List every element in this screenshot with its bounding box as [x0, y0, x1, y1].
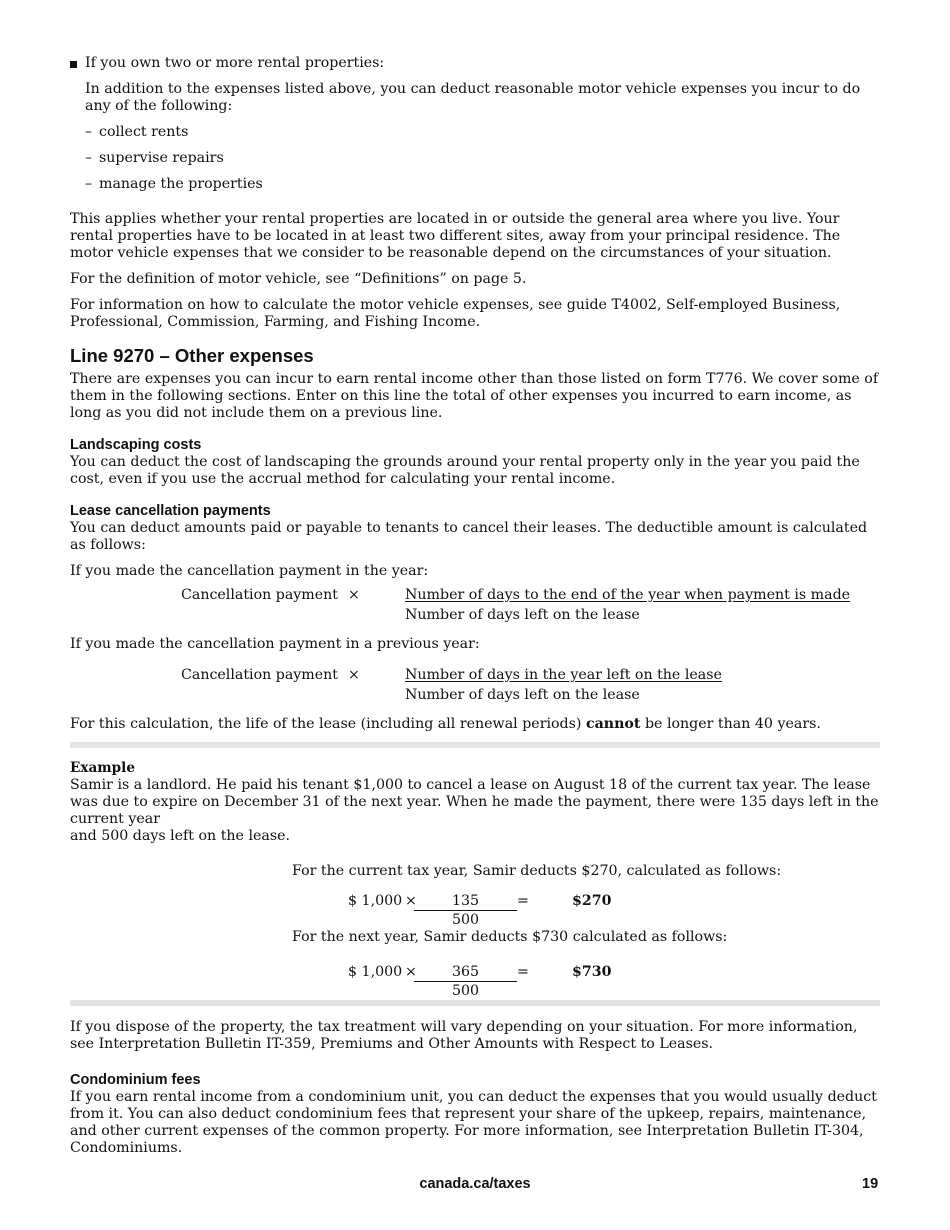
example-label: Example — [70, 760, 135, 776]
lease-paragraph: You can deduct amounts paid or payable to tenants to cancel their leases. The deductible amount is calculated as follows: — [70, 520, 868, 553]
calc-amount: $ 1,000 — [348, 964, 403, 980]
times-sign: × — [405, 893, 417, 909]
example-paragraph: Samir is a landlord. He paid his tenant $1,000 to cancel a lease on August 18 of the current tax year. The lease was due to expire on December 31 of the next year. When he made the payment, there were 135 days left in the current year — [70, 777, 879, 827]
line-9270-paragraph: There are expenses you can incur to earn rental income other than those listed on form T776. We cover some of them in the following sections. Enter on this line the total of other expenses you incurred to earn income, as long as you did not include them on a previous line. — [70, 371, 879, 421]
formula-numerator: Number of days in the year left on the lease — [405, 667, 722, 683]
square-bullet-icon — [70, 61, 77, 68]
formula-label: Cancellation payment — [181, 587, 338, 603]
calc-current-year — [70, 893, 880, 929]
example-next-intro: For the next year, Samir deducts $730 calculated as follows: — [292, 929, 728, 945]
example-paragraph-end: and 500 days left on the lease. — [70, 828, 291, 844]
bullet-intro: In addition to the expenses listed above, you can deduct reasonable motor vehicle expenses you incur to do any of the following: — [85, 81, 861, 114]
dash-list-item: – manage the properties — [85, 176, 263, 192]
footer-url: canada.ca/taxes — [419, 1176, 531, 1192]
bullet-heading: If you own two or more rental properties: — [85, 55, 385, 71]
equals-sign: = — [517, 893, 529, 909]
times-sign: × — [348, 587, 360, 603]
bullet-item — [70, 55, 880, 72]
case1-intro: If you made the cancellation payment in the year: — [70, 563, 429, 579]
page-number: 19 — [862, 1176, 879, 1192]
formula-numerator: Number of days to the end of the year when payment is made — [405, 587, 851, 603]
calc-amount: $ 1,000 — [348, 893, 403, 909]
applies-paragraph: This applies whether your rental properties are located in or outside the general area where you live. Your rental properties have to be located in at least two different sites, away from your principal residence. The motor vehicle expenses that we consider to be reasonable depend on the circumstances of your situation. — [70, 211, 841, 261]
example-top-rule — [70, 742, 880, 748]
page-content — [70, 55, 880, 1157]
formula-current-year — [70, 587, 880, 625]
case2-intro: If you made the cancellation payment in a previous year: — [70, 636, 480, 652]
calc-numerator: 365 — [414, 964, 517, 982]
information-paragraph: For information on how to calculate the motor vehicle expenses, see guide T4002, Self-employed Business, Professional, Commission, Farming, and Fishing Income. — [70, 297, 841, 330]
formula-label: Cancellation payment — [181, 667, 338, 683]
times-sign: × — [405, 964, 417, 980]
times-sign: × — [348, 667, 360, 683]
equals-sign: = — [517, 964, 529, 980]
landscaping-heading: Landscaping costs — [70, 437, 202, 453]
lease-life-paragraph: For this calculation, the life of the lease (including all renewal periods) cannot be longer than 40 years. — [70, 716, 821, 732]
calc-denominator: 500 — [451, 983, 480, 999]
condominium-heading: Condominium fees — [70, 1072, 201, 1088]
calc-numerator: 135 — [414, 893, 517, 911]
calc-denominator: 500 — [451, 912, 480, 928]
condominium-paragraph: If you earn rental income from a condominium unit, you can deduct the expenses that you would usually deduct from it. You can also deduct condominium fees that represent your share of the upkeep, repairs, maintenance, and other current expenses of the common property. For more information, see Interpretation Bulletin IT-304, Condominiums. — [70, 1089, 877, 1156]
formula-denominator: Number of days left on the lease — [405, 607, 640, 623]
formula-previous-year — [70, 667, 880, 705]
definition-paragraph: For the definition of motor vehicle, see “Definitions” on page 5. — [70, 271, 527, 287]
example-current-intro: For the current tax year, Samir deducts $270, calculated as follows: — [292, 863, 782, 879]
landscaping-paragraph: You can deduct the cost of landscaping the grounds around your rental property only in the year you paid the cost, even if you use the accrual method for calculating your rental income. — [70, 454, 860, 487]
dash-list-item: – collect rents — [85, 124, 189, 140]
calc-next-year — [70, 964, 880, 1000]
calc-result: $270 — [572, 893, 612, 909]
example-bottom-rule — [70, 1000, 880, 1006]
calc-result: $730 — [572, 964, 612, 980]
lease-heading: Lease cancellation payments — [70, 503, 271, 519]
dispose-paragraph: If you dispose of the property, the tax treatment will vary depending on your situation. For more information, see Interpretation Bulletin IT-359, Premiums and Other Amounts with Respect to Leases. — [70, 1019, 858, 1052]
dash-list-item: – supervise repairs — [85, 150, 224, 166]
line-9270-heading: Line 9270 – Other expenses — [70, 345, 314, 366]
formula-denominator: Number of days left on the lease — [405, 687, 640, 703]
